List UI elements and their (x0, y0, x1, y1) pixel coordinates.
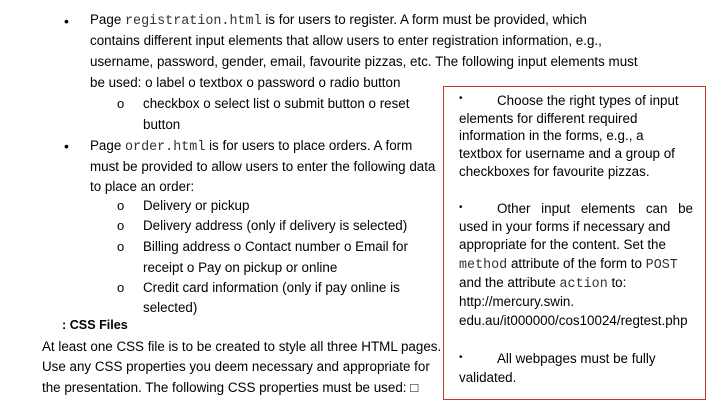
box-note-3-line: validated. (459, 370, 517, 385)
circle-bullet-icon: o (117, 280, 125, 295)
css-line-2: Use any CSS properties you deem necessary and appropriate for (42, 359, 430, 374)
registration-line-3: username, password, gender, email, favourite pizzas, etc. The following input elements must (90, 54, 638, 69)
order-item: receipt o Pay on pickup or online (143, 260, 338, 275)
box-note-2-line: method attribute of the form to POST (459, 256, 678, 273)
order-filename: order.html (125, 140, 206, 155)
circle-bullet-icon: o (117, 239, 125, 254)
box-note-2-line: and the attribute action to: (459, 275, 627, 292)
order-line-3: to place an order: (90, 179, 195, 194)
method-attribute: method (459, 258, 508, 273)
box-note-2-url-line: http://mercury.swin. (459, 294, 575, 309)
order-item: selected) (143, 300, 198, 315)
box-note-2-line: used in your forms if necessary and (459, 219, 671, 234)
box-note-2-url-line: edu.au/it000000/cos10024/regtest.php (459, 313, 688, 328)
circle-bullet-icon: o (117, 218, 125, 233)
action-attribute: action (559, 277, 608, 292)
post-value: POST (645, 258, 678, 273)
order-item: Delivery address (only if delivery is selected) (143, 218, 408, 233)
box-note-1-line: Choose the right types of input (497, 93, 679, 108)
bullet-icon: • (459, 352, 463, 363)
registration-line-2: contains different input elements that allow users to enter registration information, e.g., (90, 33, 602, 48)
bullet-icon: • (459, 202, 463, 213)
css-heading: : CSS Files (62, 318, 128, 332)
registration-line-1: Page registration.html is for users to register. A form must be provided, which (90, 12, 587, 29)
css-line-3: the presentation. The following CSS properties must be used: □ (42, 380, 419, 395)
box-note-1-line: textbox for username and a group of (459, 146, 675, 161)
circle-bullet-icon: o (117, 198, 125, 213)
box-note-3-line: All webpages must be fully (497, 351, 656, 366)
box-note-2-line: Other input elements can be (497, 201, 693, 216)
css-line-1: At least one CSS file is to be created to style all three HTML pages. (42, 339, 442, 354)
box-note-1-line: information in the forms, e.g., a (459, 128, 644, 143)
registration-filename: registration.html (125, 14, 262, 29)
registration-subline-2: button (143, 117, 181, 132)
bullet-icon: • (64, 13, 69, 29)
order-item: Credit card information (only if pay online is (143, 280, 400, 295)
order-line-2: must be provided to allow users to enter the following data (90, 159, 436, 174)
box-note-1-line: checkboxes for favourite pizzas. (459, 164, 650, 179)
bullet-icon: • (64, 138, 69, 154)
order-item: Billing address o Contact number o Email for (143, 239, 408, 254)
box-note-1-line: elements for different required (459, 111, 638, 126)
order-item: Delivery or pickup (143, 198, 250, 213)
registration-subline-1: checkbox o select list o submit button o reset (143, 96, 410, 111)
circle-bullet-icon: o (117, 96, 125, 111)
bullet-icon: • (459, 93, 463, 104)
registration-line-4: be used: o label o textbox o password o radio button (90, 75, 401, 90)
box-note-2-line: appropriate for the content. Set the (459, 237, 666, 252)
order-line-1: Page order.html is for users to place orders. A form (90, 138, 413, 155)
